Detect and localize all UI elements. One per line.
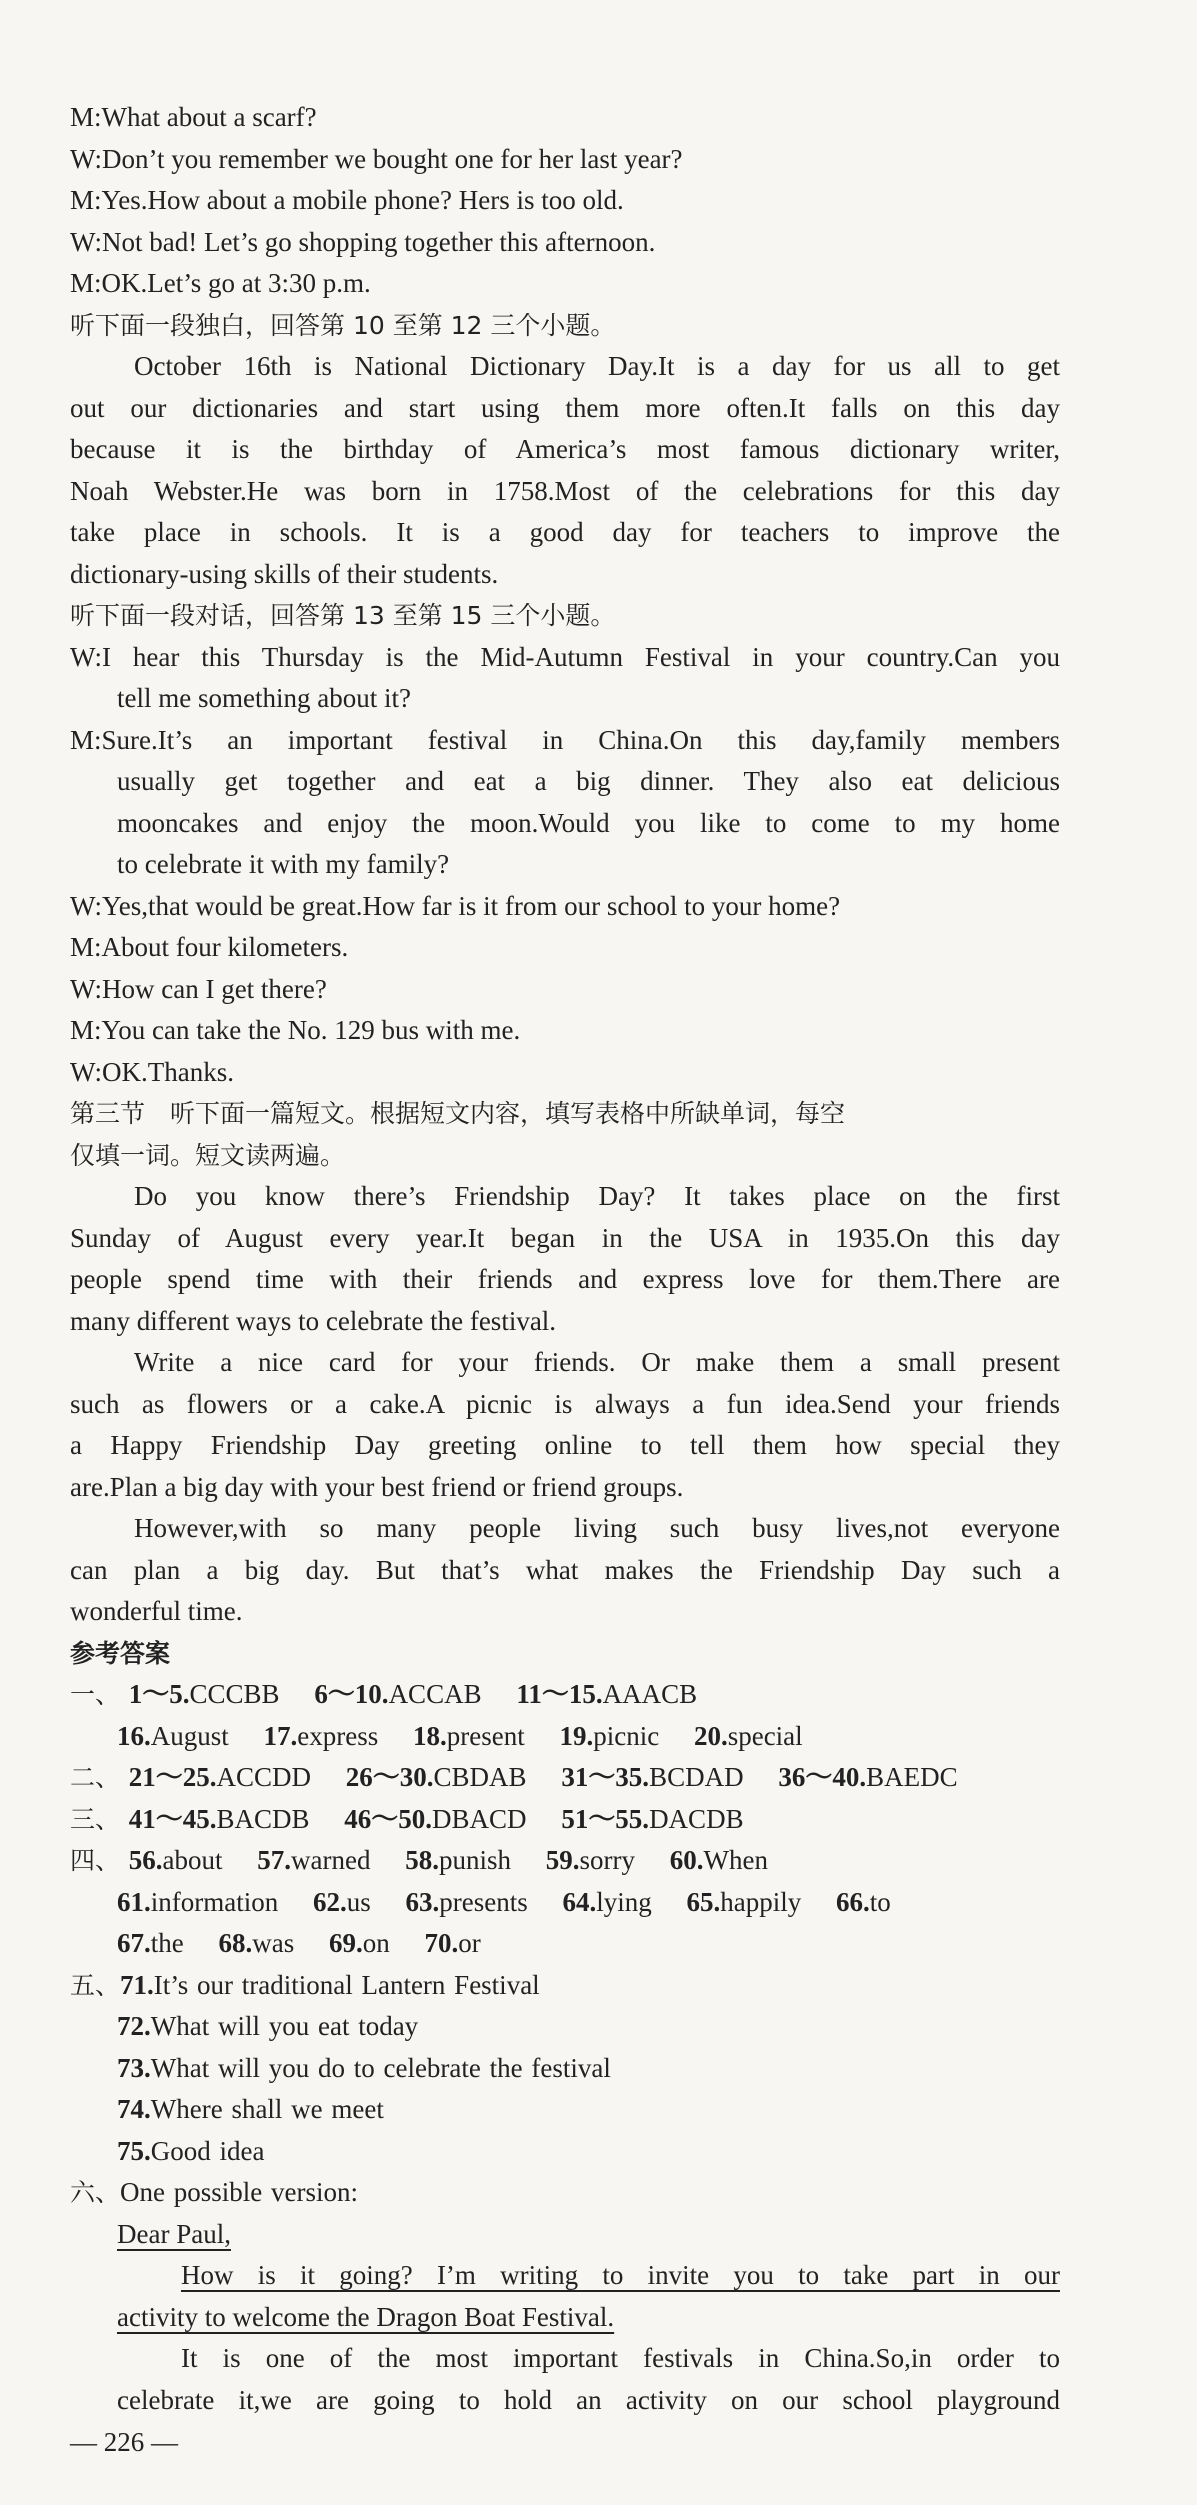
monologue-line: dictionary-using skills of their students. bbox=[70, 558, 499, 589]
dialog-line: W:Not bad! Let’s go shopping together this afternoon. bbox=[70, 226, 656, 257]
friendship-passage bbox=[70, 1176, 1060, 1633]
letter-salutation: Dear Paul, bbox=[117, 2218, 231, 2249]
dialog-line: W:OK.Thanks. bbox=[70, 1056, 234, 1087]
answer-row: 72.What will you eat today bbox=[117, 2011, 419, 2041]
dialog-line: to celebrate it with my family? bbox=[117, 849, 450, 879]
passage-line: are.Plan a big day with your best friend or friend groups. bbox=[70, 1471, 684, 1502]
passage-line: wonderful time. bbox=[70, 1596, 243, 1626]
dialog-line: W:How can I get there? bbox=[70, 973, 327, 1004]
passage-line: people spend time with their friends and express love for them.There are bbox=[70, 1264, 1060, 1294]
monologue-line: Noah Webster.He was born in 1758.Most of the celebrations for this day bbox=[70, 475, 1060, 506]
monologue bbox=[70, 346, 1060, 595]
passage-line: However,with so many people living such busy lives,not everyone bbox=[134, 1513, 1060, 1543]
answer-row: 67.the 68.was 69.on 70.or bbox=[117, 1928, 481, 1958]
answer-row: 四、 56.about 57.warned 58.punish 59.sorry 60.When bbox=[70, 1845, 768, 1875]
answer-row: 73.What will you do to celebrate the festival bbox=[117, 2052, 611, 2083]
dialog-line: M:You can take the No. 129 bus with me. bbox=[70, 1015, 521, 1045]
dialog-line: W:Yes,that would be great.How far is it from our school to your home? bbox=[70, 890, 841, 921]
passage-line: Do you know there’s Friendship Day? It takes place on the first bbox=[134, 1181, 1060, 1211]
letter-line: How is it going? I’m writing to invite you to take part in our bbox=[181, 2260, 1060, 2290]
monologue-line: because it is the birthday of America’s most famous dictionary writer, bbox=[70, 434, 1060, 464]
sample-letter bbox=[70, 2214, 1060, 2422]
dialog-2 bbox=[70, 637, 1060, 1094]
passage-line: Write a nice card for your friends. Or make them a small present bbox=[134, 1347, 1060, 1377]
dialog-1 bbox=[70, 97, 1060, 305]
dialog-line: M:About four kilometers. bbox=[70, 932, 349, 962]
monologue-line: October 16th is National Dictionary Day.It is a day for us all to get bbox=[134, 351, 1060, 381]
answer-row: 一、 1～5.CCCBB 6～10.ACCAB 11～15.AAACB bbox=[70, 1679, 698, 1709]
passage-line: can plan a big day. But that’s what makes the Friendship Day such a bbox=[70, 1554, 1060, 1585]
answer-row: 74.Where shall we meet bbox=[117, 2094, 384, 2124]
passage-line: many different ways to celebrate the festival. bbox=[70, 1305, 557, 1336]
answer-row: 75.Good idea bbox=[117, 2135, 265, 2166]
letter-line: celebrate it,we are going to hold an activity on our school playground bbox=[117, 2384, 1060, 2415]
dialog-line: tell me something about it? bbox=[117, 683, 411, 713]
answer-row: 六、One possible version: bbox=[70, 2177, 358, 2207]
passage-line: Sunday of August every year.It began in the USA in 1935.On this day bbox=[70, 1222, 1060, 1253]
page-number: — 226 — bbox=[70, 2427, 178, 2457]
instruction-13-15: 听下面一段对话，回答第 13 至第 15 三个小题。 bbox=[70, 601, 616, 630]
monologue-line: out our dictionaries and start using them more often.It falls on this day bbox=[70, 392, 1060, 423]
monologue-line: take place in schools. It is a good day for teachers to improve the bbox=[70, 517, 1060, 547]
answer-row: 五、71.It’s our traditional Lantern Festival bbox=[70, 1969, 540, 2000]
dialog-line: M:Yes.How about a mobile phone? Hers is too old. bbox=[70, 185, 624, 215]
dialog-line: W:Don’t you remember we bought one for her last year? bbox=[70, 143, 683, 174]
dialog-line: M:Sure.It’s an important festival in China.On this day,family members bbox=[70, 724, 1060, 755]
section-3-instruction-cont: 仅填一词。短文读两遍。 bbox=[70, 1140, 346, 1170]
answers-title: 参考答案 bbox=[70, 1638, 171, 1668]
answer-row: 二、 21～25.ACCDD 26～30.CBDAB 31～35.BCDAD 36～40.BAEDC bbox=[70, 1762, 958, 1792]
instruction-10-12: 听下面一段独白，回答第 10 至第 12 三个小题。 bbox=[70, 310, 616, 340]
passage-line: such as flowers or a cake.A picnic is always a fun idea.Send your friends bbox=[70, 1388, 1060, 1419]
content-column bbox=[70, 97, 1060, 2421]
dialog-line: usually get together and eat a big dinner. They also eat delicious bbox=[117, 766, 1060, 796]
dialog-line: mooncakes and enjoy the moon.Would you like to come to my home bbox=[117, 807, 1060, 838]
dialog-line: M:OK.Let’s go at 3:30 p.m. bbox=[70, 268, 371, 298]
dialog-line: M:What about a scarf? bbox=[70, 102, 317, 132]
answer-key bbox=[70, 1674, 1060, 2214]
section-3-instruction: 第三节 听下面一篇短文。根据短文内容，填写表格中所缺单词，每空 bbox=[70, 1099, 846, 1128]
letter-line: It is one of the most important festivals in China.So,in order to bbox=[181, 2343, 1060, 2373]
passage-line: a Happy Friendship Day greeting online to tell them how special they bbox=[70, 1430, 1060, 1460]
dialog-line: W:I hear this Thursday is the Mid-Autumn Festival in your country.Can you bbox=[70, 641, 1060, 672]
answer-row: 16.August 17.express 18.present 19.picnic 20.special bbox=[117, 1720, 803, 1751]
letter-line: activity to welcome the Dragon Boat Festival. bbox=[117, 2301, 615, 2332]
answer-row: 三、 41～45.BACDB 46～50.DBACD 51～55.DACDB bbox=[70, 1803, 744, 1834]
answer-row: 61.information 62.us 63.presents 64.lying 65.happily 66.to bbox=[117, 1886, 891, 1917]
